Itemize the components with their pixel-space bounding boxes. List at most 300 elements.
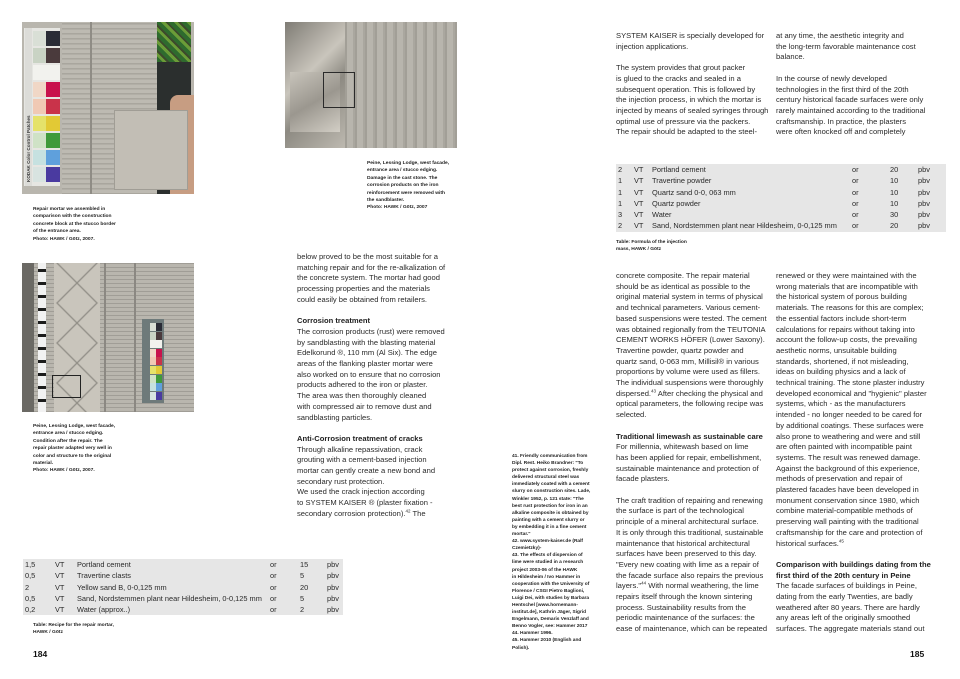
text-line: developed economical and "hygienic" plaster	[776, 388, 927, 398]
material-cell: Sand, Nordstemmen plant near Hildesheim, 0-0,125 mm	[652, 221, 837, 231]
color-swatch	[156, 392, 162, 400]
text-line: ideas on building physics and a lack of	[776, 367, 906, 377]
text-line: 41. Friendly communication from	[512, 454, 588, 459]
quantity-cell: 2	[618, 165, 623, 174]
or-cell: or	[270, 560, 277, 569]
fluted-wall	[22, 263, 194, 412]
color-swatch	[156, 340, 162, 348]
text-line: Photo: HAWK / Götz, 2007.	[33, 468, 95, 474]
color-swatch	[33, 133, 47, 148]
text-line: color and structure to the original	[33, 453, 112, 459]
material-cell: Travertine clasts	[77, 571, 131, 581]
or-cell: or	[270, 571, 277, 581]
text-line: renewed or they were maintained with the	[776, 271, 917, 280]
text-line: historical surfaces.	[776, 538, 839, 548]
material-cell: Travertine powder	[652, 176, 712, 186]
text-line: Repair mortar we assembled in	[33, 207, 106, 212]
color-swatch	[156, 349, 162, 357]
text-line: first third of the 20th century in Peine	[776, 570, 911, 580]
text-line: Czemietzky)-	[512, 546, 542, 552]
right-col2-bottom	[776, 271, 954, 635]
color-swatch	[46, 167, 60, 182]
text-line: and technical parameters. Various cement-	[616, 303, 761, 313]
text-line: Table: Recipe for the repair mortar,	[33, 623, 114, 628]
text-line: technical training. The stone plaster industry	[776, 378, 925, 388]
paragraph	[297, 445, 472, 520]
or-cell: or	[270, 593, 277, 603]
alt-quantity-cell: 10	[890, 176, 899, 186]
right-col2-top	[776, 31, 951, 138]
text-line: Engelmann, Demaris Venzlaff and	[512, 617, 589, 623]
text-line: any areas left of the originally smoothed	[776, 613, 911, 623]
table-row	[23, 559, 343, 570]
text-line: mortar can gently create a new bond and	[297, 466, 436, 476]
text-line: the historical system of porous building	[776, 292, 907, 302]
table-row	[616, 209, 946, 220]
text-line: Through alkaline repassivation, crack	[297, 444, 423, 454]
footnote-ref: 45	[838, 538, 844, 544]
table-row	[616, 175, 946, 186]
table-caption	[616, 239, 776, 254]
unit-cell: VT	[55, 605, 65, 615]
text-line: injected by means of sealed syringes through	[616, 105, 769, 115]
text-line: based suspensions were tested. The cement	[616, 313, 767, 323]
or-cell: or	[852, 198, 859, 208]
text-line: ease of maintenance, which can be repeated	[616, 624, 768, 634]
text-line: has been applied for repair, embellishment,	[616, 452, 762, 462]
text-line: Photo: HAWK / Götz, 2007.	[33, 236, 95, 242]
quantity-cell: 1	[618, 176, 623, 186]
or-cell: or	[852, 165, 859, 174]
text-line: Polish).	[512, 645, 530, 651]
text-line: craftsmanship for the care and protection of	[776, 527, 923, 537]
text-line: with compressed air to remove dust and	[297, 401, 432, 411]
section-heading: Corrosion treatment	[297, 316, 370, 326]
alt-unit-cell: pbv	[918, 165, 930, 174]
text-line: are often painted with incompatible paint	[776, 442, 912, 452]
table-row	[23, 582, 343, 593]
page-number: 185	[910, 649, 925, 659]
paragraph	[616, 496, 791, 635]
color-chart	[142, 319, 164, 403]
text-line: delivered structural steel was	[512, 475, 580, 481]
text-line: surfaces have been preserved to this day.	[616, 549, 757, 559]
text-line: by additional coatings. These surfaces were	[776, 420, 924, 430]
text-line: calculations for repairs without taking into	[776, 324, 915, 334]
text-line: The craft tradition of repairing and renewing	[616, 495, 763, 505]
text-line: Travertine powder, quartz powder and	[616, 345, 744, 355]
text-line: intended - no longer needed to be cared for	[776, 410, 923, 420]
text-line: subsequent operation. This is followed by	[616, 84, 756, 94]
text-line: Luigi Dei, with studies by Barbara	[512, 595, 590, 601]
text-line: The facade surfaces of buildings in Peine,	[776, 581, 917, 591]
alt-quantity-cell: 5	[300, 571, 305, 581]
text-line: layers."	[616, 581, 642, 591]
text-line: to SYSTEM KAISER ® (plaster fixation -	[297, 498, 433, 508]
table-row	[616, 198, 946, 209]
paragraph	[297, 327, 472, 423]
text-line: by sandblasting with the blasting material	[297, 337, 436, 347]
text-line: century historical facade surfaces were only	[776, 95, 924, 105]
table-row	[23, 570, 343, 581]
text-line: weathered after 80 years. There are hardly	[776, 602, 920, 612]
table-row	[23, 604, 343, 615]
text-line: the surface is part of the technological	[616, 506, 744, 516]
color-swatch	[156, 323, 162, 331]
text-line: should be as identical as possible to the	[616, 281, 751, 291]
quantity-cell: 0,5	[25, 571, 36, 581]
alt-unit-cell: pbv	[918, 221, 930, 231]
text-line: After checking the physical and	[656, 388, 763, 398]
text-line: cooperation with the University of	[512, 581, 590, 587]
text-line: project 2003-06 of the HAWK	[512, 567, 578, 573]
alt-unit-cell: pbv	[327, 571, 339, 581]
color-swatch	[33, 82, 47, 97]
quantity-cell: 2	[25, 582, 30, 592]
color-swatch	[33, 150, 47, 165]
text-line: The system provides that grout packer	[616, 63, 746, 73]
alt-quantity-cell: 20	[890, 165, 899, 174]
text-line: The area was then thoroughly cleaned	[297, 391, 427, 401]
text-line: For millennia, whitewash based on lime	[616, 442, 749, 452]
text-line: rarely maintained according to the traditional	[776, 105, 926, 115]
text-line: injection applications.	[616, 41, 689, 51]
text-line: Hentschel [www.hornemann-	[512, 602, 578, 608]
left-body-text	[297, 252, 472, 520]
highlight-box	[323, 72, 355, 108]
text-line: the essential factors include short-term	[776, 313, 907, 323]
text-line: Edelkorund ®, 110 mm (Al Six). The edge	[297, 348, 437, 358]
text-line: also worked on to ensure that no corrosion	[297, 369, 441, 379]
text-line: the long-term favorable maintenance cost	[776, 41, 916, 51]
highlight-box	[52, 375, 81, 398]
text-line: 43. The effects of dispersion of	[512, 553, 583, 559]
text-line: materials. The reasons for this are complex;	[776, 303, 924, 313]
material-cell: Sand, Nordstemmen plant near Hildesheim, 0-0,125 mm	[77, 593, 262, 603]
text-line: Winkler 1952, p. 121 state: "The	[512, 496, 584, 502]
text-line: products adhered to the iron or plaster.	[297, 380, 428, 390]
quantity-cell: 1	[618, 198, 623, 208]
unit-cell: VT	[55, 593, 65, 603]
material-cell: Quartz sand 0-0, 063 mm	[652, 187, 736, 197]
text-line: balance.	[776, 52, 805, 62]
measuring-rule	[38, 263, 46, 412]
text-line: craftsmanship. In practice, the plasters	[776, 116, 906, 126]
or-cell: or	[852, 176, 859, 186]
text-line: painting with a cement slurry or	[512, 517, 585, 523]
text-line: is glued to the cracks and sealed in a	[616, 73, 741, 83]
text-line: The	[410, 508, 426, 518]
text-line: secondary corrosion protection).	[297, 508, 406, 518]
table-row	[616, 220, 946, 231]
unit-cell: VT	[634, 176, 644, 186]
text-line: HAWK / Götz	[33, 630, 63, 636]
text-line: methods of preservation and repair of	[776, 474, 903, 484]
color-swatch	[156, 357, 162, 365]
text-line: entrance area / stucco edging.	[33, 431, 104, 437]
paragraph	[616, 31, 786, 52]
text-line: preserving wall painting with the traditional	[776, 517, 919, 527]
text-line: 42. www.system-kaiser.de (Ralf	[512, 539, 584, 545]
text-line: processing properties and the materials	[297, 284, 430, 294]
unit-cell: VT	[634, 198, 644, 208]
table-row	[616, 187, 946, 198]
paragraph	[776, 581, 954, 635]
text-line: dating from the early Twenties, are badly	[776, 592, 913, 602]
text-line: The repair should be adapted to the steel-	[616, 127, 757, 137]
wall-joint	[90, 22, 92, 194]
text-line: 45. Hammer 2010 (English and	[512, 638, 582, 644]
photo-damage	[285, 22, 457, 148]
footnote-ref: 42	[405, 508, 411, 514]
text-line: matching repair and for the re-alkalization of	[297, 262, 446, 272]
quantity-cell: 3	[618, 210, 623, 220]
alt-quantity-cell: 10	[890, 198, 899, 208]
color-swatch	[46, 99, 60, 114]
text-line: best rust protection for iron in an	[512, 503, 588, 509]
table-row	[616, 164, 946, 175]
injection-mass-table	[616, 164, 946, 232]
color-swatch	[46, 150, 60, 165]
right-page	[480, 0, 960, 679]
text-line: Condition after the repair. The	[33, 438, 103, 444]
footnote-ref: 43	[651, 388, 657, 394]
text-line: dispersed.	[616, 388, 652, 398]
text-line: could easily be obtained from retailers.	[297, 294, 428, 304]
text-line: grouting with a cement-based injection	[297, 455, 427, 465]
unit-cell: VT	[55, 582, 65, 592]
text-line: mass, HAWK / Götz	[616, 247, 662, 253]
text-line: optical parameters, the following recipe was	[616, 399, 764, 409]
text-line: With normal weathering, the lime	[646, 581, 759, 591]
color-chart-label-strip	[25, 28, 32, 186]
alt-unit-cell: pbv	[327, 605, 339, 615]
paragraph	[616, 442, 791, 485]
paragraph	[776, 271, 954, 549]
color-swatch	[46, 133, 60, 148]
page-number: 184	[33, 649, 48, 659]
text-line: mortar."	[512, 532, 531, 538]
alt-quantity-cell: 2	[300, 605, 305, 615]
text-line: in Hildesheim / Ivo Hammer in	[512, 574, 581, 580]
text-line: account the follow-up costs, the prevailing	[776, 335, 917, 345]
alt-quantity-cell: 20	[890, 221, 899, 231]
color-swatch	[33, 65, 47, 80]
figure1-caption	[33, 206, 193, 243]
or-cell: or	[270, 582, 277, 592]
alt-unit-cell: pbv	[918, 210, 930, 220]
text-line: Peine, Lessing Lodge, west facade,	[367, 161, 450, 166]
color-swatch	[33, 167, 47, 182]
or-cell: or	[852, 187, 859, 197]
text-line: maintenance that historical architectural	[616, 538, 750, 548]
text-line: Florence / CSGI Pietro Baglioni,	[512, 588, 585, 594]
text-line: the facade surface also repairs the previous	[616, 570, 764, 580]
color-swatch	[33, 99, 47, 114]
text-line: Photo: HAWK / Götz, 2007	[367, 205, 428, 211]
alt-quantity-cell: 10	[890, 187, 899, 197]
color-swatch	[33, 48, 47, 63]
photo-after-repair	[22, 263, 194, 412]
text-line: The individual suspensions were thoroughly	[616, 378, 764, 388]
or-cell: or	[852, 221, 859, 231]
material-cell: Portland cement	[652, 165, 706, 174]
alt-unit-cell: pbv	[327, 582, 339, 592]
right-col1-top	[616, 31, 786, 138]
groove	[104, 263, 106, 412]
text-line: Against the background of this experience,	[776, 463, 920, 473]
text-line: Table: Formula of the injection	[616, 240, 687, 245]
color-swatch	[46, 48, 60, 63]
wall-shadow	[22, 263, 34, 412]
section-heading	[776, 560, 954, 581]
text-line: Comparison with buildings dating from the	[776, 559, 931, 569]
figure2-caption	[367, 160, 477, 212]
text-line: areas of the flanking plaster mortar were	[297, 359, 433, 369]
color-chart-label: KODAK Color Control Patches	[26, 115, 31, 182]
color-swatch	[156, 375, 162, 383]
unit-cell: VT	[634, 210, 644, 220]
stained-glass	[157, 22, 191, 62]
color-swatch	[156, 332, 162, 340]
text-line: were often knocked off and completely	[776, 127, 906, 137]
text-line: Peine, Lessing Lodge, west facade,	[33, 424, 116, 429]
text-line: optimal use of pressure via the packers.	[616, 116, 751, 126]
right-col1-bottom	[616, 271, 791, 635]
text-line: periodic maintenance of the surfaces: the	[616, 613, 755, 623]
repair-mortar-recipe-table	[23, 559, 343, 615]
alt-unit-cell: pbv	[918, 187, 930, 197]
alt-quantity-cell: 20	[300, 582, 309, 592]
text-line: selected.	[616, 410, 647, 420]
text-line: It is only through this traditional, sustainable	[616, 527, 764, 537]
quantity-cell: 2	[618, 221, 623, 231]
text-line: process. Sustainability results from the	[616, 602, 746, 612]
section-heading: Traditional limewash as sustainable care	[616, 431, 763, 441]
text-line: also prone to weathering and were and still	[776, 431, 921, 441]
text-line: We used the crack injection according	[297, 487, 425, 497]
alt-quantity-cell: 30	[890, 210, 899, 220]
quantity-cell: 1,5	[25, 560, 36, 569]
text-line: institut.de], Kathrin Jäger, Sigrid	[512, 610, 587, 616]
alt-unit-cell: pbv	[327, 593, 339, 603]
material-cell: Portland cement	[77, 560, 131, 569]
text-line: concrete composite. The repair material	[616, 271, 750, 280]
material-cell: Yellow sand B, 0-0,125 mm	[77, 582, 167, 592]
text-line: alkaline composite is obtained by	[512, 510, 589, 516]
text-line: sandblasting particles.	[297, 412, 373, 422]
figure3-caption	[33, 423, 193, 475]
footnote-ref: 44	[641, 580, 647, 586]
text-line: plastered facades have been developed in	[776, 485, 919, 495]
text-line: surfaces. The aggregate materials stand out	[776, 624, 925, 634]
photo-repair-mortar	[22, 22, 194, 194]
text-line: repairs itself through the known sintering	[616, 592, 753, 602]
text-line: sustainable maintenance and protection of	[616, 463, 759, 473]
or-cell: or	[270, 605, 277, 615]
text-line: Dipl. Rest. Heiko Brandner: "To	[512, 461, 584, 467]
text-line: 44. Hammer 1996.	[512, 631, 553, 637]
alt-quantity-cell: 15	[300, 560, 309, 569]
text-line: Damage in the cast stone. The	[367, 175, 438, 181]
text-line: corrosion products on the iron	[367, 183, 439, 189]
table-caption	[33, 622, 193, 637]
alt-unit-cell: pbv	[918, 176, 930, 186]
color-swatch	[46, 82, 60, 97]
color-swatch	[46, 31, 60, 46]
text-line: wrong materials that are incompatible with	[776, 281, 918, 291]
section-heading: Anti-Corrosion treatment of cracks	[297, 433, 423, 443]
text-line: standards, shortened, if not misleading,	[776, 356, 909, 366]
text-line: reinforcement were removed with	[367, 190, 446, 196]
text-line: quartz sand, 0-063 mm, Millisil® in various	[616, 356, 759, 366]
text-line: aesthetic norms, unsuitable building	[776, 345, 897, 355]
material-cell: Quartz powder	[652, 198, 701, 208]
paragraph	[616, 63, 786, 138]
alt-quantity-cell: 5	[300, 593, 305, 603]
text-line: material.	[33, 461, 54, 467]
text-line: entrance area / stucco edging.	[367, 168, 438, 174]
text-line: lime were studied in a research	[512, 560, 584, 566]
text-line: below proved to be the most suitable for a	[297, 252, 438, 261]
paragraph	[616, 271, 791, 421]
text-line: monument conservation since 1980, which	[776, 495, 920, 505]
text-line: the concrete system. The mortar had good	[297, 273, 440, 283]
text-line: comparison with the construction	[33, 214, 112, 220]
quantity-cell: 0,5	[25, 593, 36, 603]
text-line: "Every new coating with lime as a repair of	[616, 559, 759, 569]
color-chart	[24, 28, 60, 186]
text-line: combine material-compatible methods of	[776, 506, 913, 516]
text-line: systems. The result was renewed damage.	[776, 452, 921, 462]
paragraph	[297, 252, 472, 306]
text-line: immediately coated with a cement	[512, 482, 590, 488]
text-line: facade plasters.	[616, 474, 670, 484]
text-line: The corrosion products (rust) were removed	[297, 326, 445, 336]
paragraph	[776, 31, 951, 63]
text-line: the injection process, in which the mortar is	[616, 95, 762, 105]
text-line: proportions by volume were used as fillers.	[616, 367, 760, 377]
alt-unit-cell: pbv	[327, 560, 339, 569]
text-line: repair plaster adapted very well in	[33, 446, 112, 452]
text-line: protect against corrosion, freshly	[512, 468, 589, 474]
text-line: secondary rust protection.	[297, 476, 385, 486]
text-line: concrete block at the stucco border	[33, 221, 116, 227]
text-line: at any time, the aesthetic integrity and	[776, 31, 904, 40]
alt-unit-cell: pbv	[918, 198, 930, 208]
unit-cell: VT	[55, 571, 65, 581]
text-line: was obtained regionally from the TEUTONIA	[616, 324, 766, 334]
unit-cell: VT	[634, 187, 644, 197]
color-swatch	[33, 116, 47, 131]
quantity-cell: 0,2	[25, 605, 36, 615]
unit-cell: VT	[55, 560, 65, 569]
text-line: systems, which - as the manufacturers	[776, 399, 906, 409]
material-cell: Water (approx..)	[77, 605, 131, 615]
color-swatch	[33, 31, 47, 46]
paragraph	[776, 74, 951, 138]
text-line: slurry on construction sites. Lade,	[512, 489, 591, 495]
quantity-cell: 1	[618, 187, 623, 197]
table-row	[23, 593, 343, 604]
text-line: In the course of newly developed	[776, 73, 888, 83]
text-line: by embedding it in a fine cement	[512, 524, 587, 530]
text-line: CEMENT WORKS HÖFER (Lower Saxony).	[616, 335, 765, 345]
text-line: original material system in terms of physical	[616, 292, 763, 302]
material-cell: Water	[652, 210, 672, 220]
color-swatch	[46, 116, 60, 131]
unit-cell: VT	[634, 221, 644, 231]
